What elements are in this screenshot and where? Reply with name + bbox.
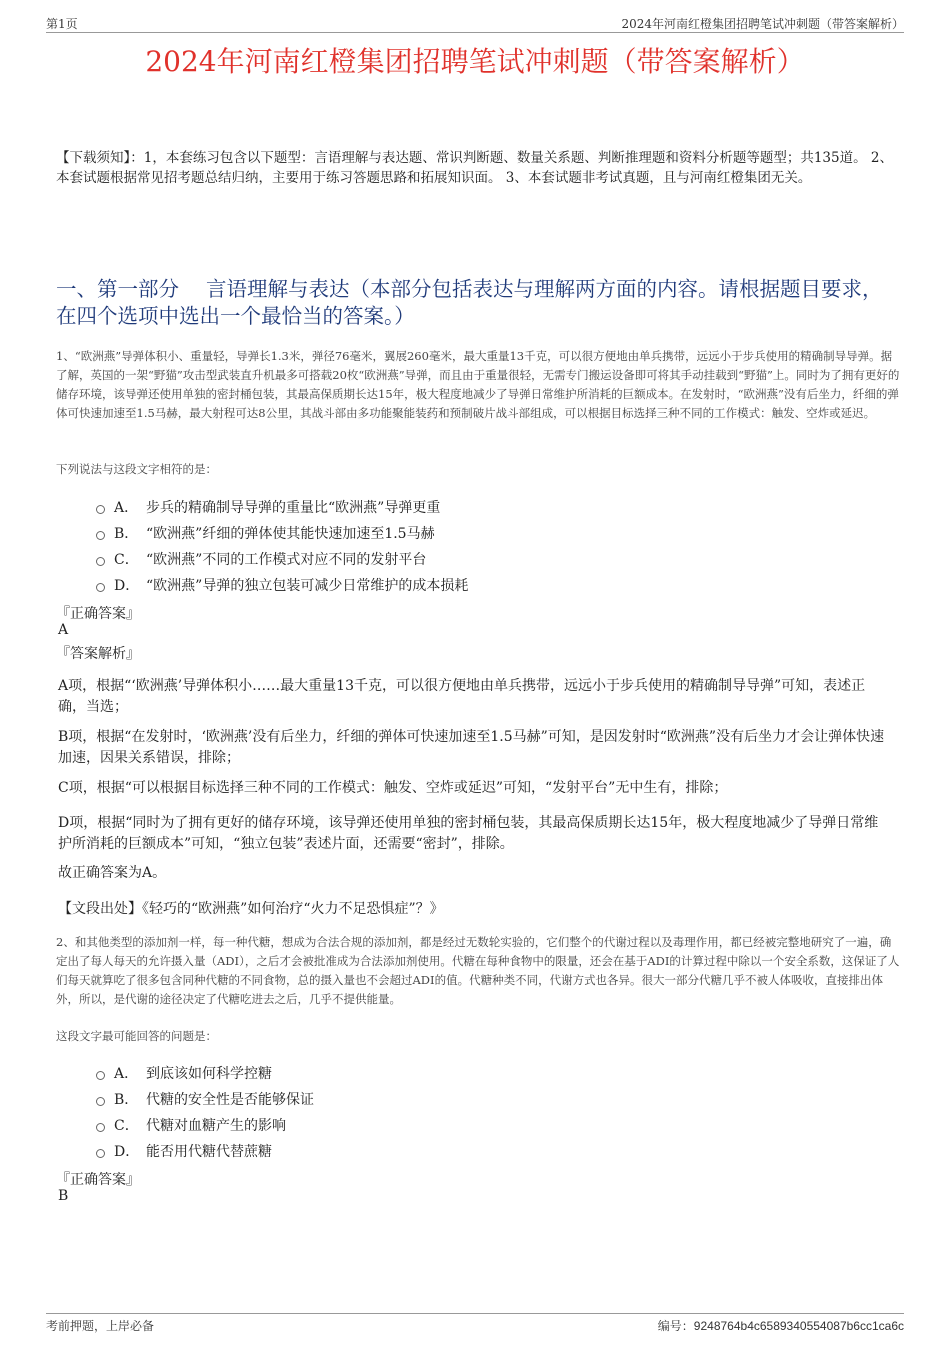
option-c[interactable] (96, 546, 876, 572)
analysis-d: D项，根据“同时为了拥有更好的储存环境，该导弹还使用单独的密封桶包装，其最高保质期长达15年，极大程度地减少了导弹日常维护所消耗的巨额成本”可知，“独立包装”表述片面，还需要“密封”，排除。 (58, 815, 879, 852)
page-footer (46, 1313, 904, 1334)
analysis-conclusion: 故正确答案为A。 (58, 865, 167, 881)
footer-slogan: 考前押题，上岸必备 (46, 1319, 155, 1333)
radio-icon[interactable] (96, 583, 105, 592)
source-citation: 【文段出处】《轻巧的“欧洲燕”如何治疗“火力不足恐惧症”？》 (58, 901, 444, 917)
analysis-b: B项，根据“在发射时，‘欧洲燕’没有后坐力，纤细的弹体可快速加速至1.5马赫”可知，是因发射时“欧洲燕”没有后坐力才会让弹体快速加速，因果关系错误，排除； (58, 729, 885, 766)
option-key: C． (114, 1118, 139, 1134)
option-d[interactable] (96, 572, 876, 598)
code-label: 编号： (657, 1319, 694, 1333)
analysis-a: A项，根据“‘欧洲燕’导弹体积小……最大重量13千克，可以很方便地由单兵携带，远远小于步兵使用的精确制导导弹”可知，表述正确，当选； (58, 678, 866, 715)
option-text: 步兵的精确制导导弹的重量比“欧洲燕”导弹更重 (146, 500, 441, 516)
option-text: “欧洲燕”纤细的弹体使其能快速加速至1.5马赫 (146, 526, 435, 542)
document-code (658, 1317, 904, 1334)
radio-icon[interactable] (96, 505, 105, 514)
option-d[interactable] (96, 1138, 876, 1164)
radio-icon[interactable] (96, 1097, 105, 1106)
radio-icon[interactable] (96, 1149, 105, 1158)
option-key: B． (114, 526, 139, 542)
question-1-text: 1、“欧洲燕”导弹体积小、重量轻，导弹长1.3米，弹径76毫米，翼展260毫米，最大重量13千克，可以很方便地由单兵携带，远远小于步兵使用的精确制导导弹。据了解，英国的一架“野猫”攻击型武装直升机最多可搭载20枚“欧洲燕”导弹，而且由于重量很轻，无需专门搬运设备即可将其手动挂载到“野猫”上。同时为了拥有更好的储存环境，该导弹还使用单独的密封桶包装，其最高保质期长达15年，极大程度地减少了导弹日常维护所消耗的巨额成本。在发射时，“欧洲燕”没有后坐力，纤细的弹体可快速加速至1.5马赫，最大射程可达8公里，其战斗部由多功能聚能装药和预制破片战斗部组成，可以根据目标选择三种不同的工作模式：触发、空炸或延迟。 (56, 349, 900, 420)
question-1-options (96, 494, 876, 598)
code-value: 9248764b4c6589340554087b6cc1ca6c (693, 1319, 904, 1333)
option-b[interactable] (96, 1086, 876, 1112)
option-text: 代糖的安全性是否能够保证 (146, 1092, 314, 1108)
download-notice: 【下载须知】：1，本套练习包含以下题型：言语理解与表达题、常识判断题、数量关系题、判断推理题和资料分析题等题型；共135道。 2、本套试题根据常见招考题总结归纳，主要用于练习答题思路和拓展知识面。 3、本套试题非考试真题，且与河南红橙集团无关。 (56, 150, 893, 186)
option-text: 到底该如何科学控糖 (146, 1066, 272, 1082)
analysis-c: C项，根据“可以根据目标选择三种不同的工作模式：触发、空炸或延迟”可知，“发射平台”无中生有，排除； (58, 780, 728, 796)
question-2-lead: 这段文字最可能回答的问题是： (56, 1029, 217, 1043)
header-doc-title: 2024年河南红橙集团招聘笔试冲刺题（带答案解析） (621, 17, 904, 31)
section-heading: 一、第一部分 言语理解与表达（本部分包括表达与理解两方面的内容。请根据题目要求，在四个选项中选出一个最恰当的答案。） (56, 277, 883, 328)
option-a[interactable] (96, 1060, 876, 1086)
correct-answer-label: 『正确答案』 (56, 606, 140, 622)
radio-icon[interactable] (96, 531, 105, 540)
option-key: A． (114, 500, 139, 516)
question-2-options (96, 1060, 876, 1164)
option-key: C． (114, 552, 139, 568)
document-title: 2024年河南红橙集团招聘笔试冲刺题（带答案解析） (145, 45, 805, 78)
option-a[interactable] (96, 494, 876, 520)
option-c[interactable] (96, 1112, 876, 1138)
option-text: 代糖对血糖产生的影响 (146, 1118, 286, 1134)
option-key: A． (114, 1066, 139, 1082)
radio-icon[interactable] (96, 1123, 105, 1132)
option-key: D． (114, 578, 140, 594)
question-2-text: 2、和其他类型的添加剂一样，每一种代糖，想成为合法合规的添加剂，都是经过无数轮实验的，它们整个的代谢过程以及毒理作用，都已经被完整地研究了一遍，确定出了每人每天的允许摄入量（ADI），之后才会被批准成为合法添加剂使用。代糖在每种食物中的限量，还会在基于ADI的计算过程中除以一个安全系数，这保证了人们每天就算吃了很多包含同种代糖的不同食物，总的摄入量也不会超过ADI的值。代糖种类不同，代谢方式也各异。很大一部分代糖几乎不被人体吸收，直接排出体外，所以，是代谢的途径决定了代糖吃进去之后，几乎不提供能量。 (56, 935, 900, 1006)
option-text: 能否用代糖代替蔗糖 (146, 1144, 272, 1160)
correct-answer-label: 『正确答案』 (56, 1172, 140, 1188)
page-number: 第1页 (46, 17, 78, 31)
option-b[interactable] (96, 520, 876, 546)
option-text: “欧洲燕”不同的工作模式对应不同的发射平台 (146, 552, 427, 568)
page-header (46, 14, 904, 33)
correct-answer: B (58, 1188, 69, 1204)
radio-icon[interactable] (96, 1071, 105, 1080)
option-key: B． (114, 1092, 139, 1108)
correct-answer: A (58, 622, 69, 638)
radio-icon[interactable] (96, 557, 105, 566)
option-key: D． (114, 1144, 140, 1160)
question-1-lead: 下列说法与这段文字相符的是： (56, 462, 217, 476)
option-text: “欧洲燕”导弹的独立包装可减少日常维护的成本损耗 (146, 578, 469, 594)
analysis-label: 『答案解析』 (56, 646, 140, 662)
